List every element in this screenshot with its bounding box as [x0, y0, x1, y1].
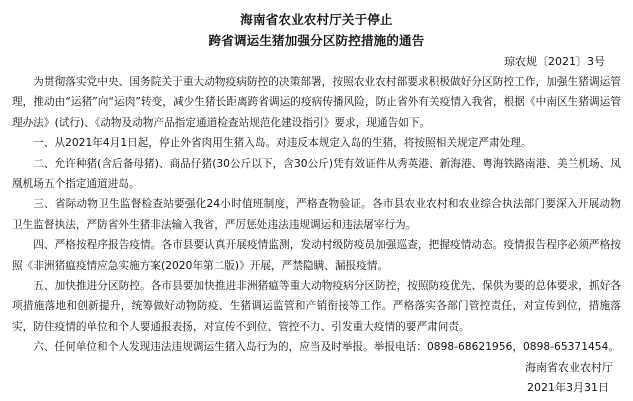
title-line-2: 跨省调运生猪加强分区防控措施的通告 [208, 33, 425, 48]
intro-paragraph: 为贯彻落实党中央、国务院关于重大动物疫病防控的决策部署，按照农业农村部要求积极做好分区防控工作，加强生猪调运管理，推动由“运猪”向“运肉”转变，减少生猪长距离跨省调运的疫病传播风险，防止省外有关疫情入我省，根据《中南区生猪调运管理办法》(试行)、《动物及动物产品指定通道检查站规范化建设指引》要求，现通告如下。 [12, 76, 621, 129]
clause-2: 二、允许种猪(含后备母猪)、商品仔猪(30公斤以下，含30公斤)凭有效证件从秀英港、新海港、粤海铁路南港、美兰机场、凤凰机场五个指定通道进岛。 [12, 157, 621, 191]
clause-1: 一、从2021年4月1日起，停止外省肉用生猪入岛。对违反本规定入岛的生猪，将按照相关规定严肃处理。 [33, 137, 532, 150]
clause-3: 三、省际动物卫生监督检查站要强化24小时值班制度，严格查物验证。各市县农业农村和农业综合执法部门要深入开展动物卫生监督执法，严防省外生猪非法输入我省，严厉惩处违法违规调运和违法屠宰行为。 [12, 198, 621, 231]
signature-organization: 海南省农业农村厅 [525, 360, 613, 374]
clause-5: 五、加快推进分区防控。各市县要加快推进非洲猪瘟等重大动物疫病分区防控，按照防疫优先、保供为要的总体要求，抓好各项措施落地和创新提升，统筹做好动物防疫、生猪调运监管和产销衔接等工作。严格落实各部门管控责任，对宣传到位，措施落实，防住疫情的单位和个人要通报表扬，对宣传不到位、管控不力、引发重大疫情的要严肃问责。 [12, 280, 621, 333]
document-number: 琼农规〔2021〕3号 [504, 55, 605, 68]
signature-date: 2021年3月31日 [527, 381, 609, 395]
title-line-1: 海南省农业农村厅关于停止 [240, 12, 393, 27]
clause-6: 六、任何单位和个人发现违法违规调运生猪入岛行为的，应当及时举报。举报电话：0898-68621956，0898-65371454。 [33, 341, 619, 354]
clause-4: 四、严格按程序报告疫情。各市县要认真开展疫情监测，发动村级防疫员加强巡查，把握疫情动态。疫情报告程序必须严格按照《非洲猪瘟疫情应急实施方案(2020年第二版)》开展，严禁隐瞒、漏报疫情。 [12, 239, 621, 272]
